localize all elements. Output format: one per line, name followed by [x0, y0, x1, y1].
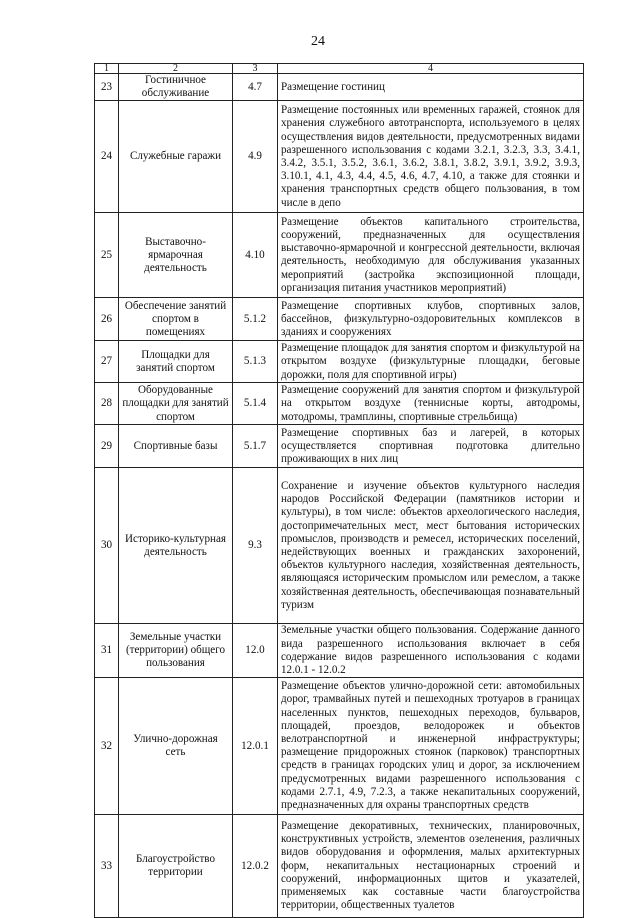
table-row: [95, 468, 584, 624]
use-description: Размещение спортивных баз и лагерей, в которых осуществляется спортивная подготовка длительно проживающих в них лиц: [278, 425, 584, 468]
use-description: Размещение объектов улично-дорожной сети: автомобильных дорог, трамвайных путей и пешеходных тротуаров в границах населенных пунктов, пешеходных переходов, бульваров, площадей, проездов, велодорожек и объектов велотранспортной и инженерной инфраструктуры; размещение придорожных стоянок (парковок) транспортных средств в границах городских улиц и дорог, за исключением предусмотренных видами разрешенного использования с кодами 2.7.1, 4.9, 7.2.3, а также некапитальных сооружений, предназначенных для охраны транспортных средств: [278, 678, 584, 815]
use-name: Оборудованные площадки для занятий спортом: [119, 383, 233, 425]
table-row: [95, 678, 584, 815]
table-row: [95, 213, 584, 298]
table-row: [95, 101, 584, 213]
land-use-table: [94, 63, 584, 918]
column-number: 4: [278, 64, 584, 74]
row-number: 32: [95, 678, 119, 815]
use-code: 4.9: [233, 101, 278, 213]
use-name: Благоустройство территории: [119, 815, 233, 918]
table-row: [95, 383, 584, 425]
use-code: 4.10: [233, 213, 278, 298]
row-number: 27: [95, 341, 119, 383]
row-number: 29: [95, 425, 119, 468]
use-description: Размещение сооружений для занятия спортом и физкультурой на открытом воздухе (теннисные корты, автодромы, мотодромы, трамплины, спортивные стрельбища): [278, 383, 584, 425]
use-description: Земельные участки общего пользования. Содержание данного вида разрешенного использования включает в себя содержание видов разрешенного использования с кодами 12.0.1 - 12.0.2: [278, 624, 584, 678]
table-row: [95, 624, 584, 678]
table-row: [95, 341, 584, 383]
use-name: Обеспечение занятий спортом в помещениях: [119, 298, 233, 341]
page-number: 24: [311, 34, 325, 49]
row-number: 30: [95, 468, 119, 624]
use-code: 5.1.7: [233, 425, 278, 468]
row-number: 23: [95, 74, 119, 101]
row-number: 26: [95, 298, 119, 341]
column-number: 3: [233, 64, 278, 74]
use-description: Размещение декоративных, технических, планировочных, конструктивных устройств, элементов озеленения, различных видов оборудования и оформления, малых архитектурных форм, некапитальных нестационарных строений и сооружений, информационных щитов и указателей, применяемых как составные части благоустройства территории, общественных туалетов: [278, 815, 584, 918]
use-code: 4.7: [233, 74, 278, 101]
row-number: 33: [95, 815, 119, 918]
use-description: Размещение объектов капитального строительства, сооружений, предназначенных для осуществления выставочно-ярмарочной и конгрессной деятельности, включая деятельность, необходимую для обслуживания указанных мероприятий (застройка экспозиционной площади, организация питания участников мероприятий): [278, 213, 584, 298]
column-number: 1: [95, 64, 119, 74]
use-name: Улично-дорожная сеть: [119, 678, 233, 815]
row-number: 25: [95, 213, 119, 298]
use-code: 5.1.3: [233, 341, 278, 383]
column-number-row: [95, 64, 584, 74]
use-description: Размещение постоянных или временных гаражей, стоянок для хранения служебного автотранспорта, используемого в целях осуществления видов деятельности, предусмотренных видами разрешенного использования с кодами 3.2.1, 3.2.3, 3.3, 3.4.1, 3.4.2, 3.5.1, 3.5.2, 3.6.1, 3.6.2, 3.8.1, 3.8.2, 3.9.1, 3.9.2, 3.9.3, 3.10.1, 4.1, 4.3, 4.4, 4.5, 4.6, 4.7, 4.10, а также для стоянки и хранения транспортных средств общего пользования, в том числе в депо: [278, 101, 584, 213]
use-name: Спортивные базы: [119, 425, 233, 468]
use-code: 9.3: [233, 468, 278, 624]
table-row: [95, 74, 584, 101]
table-row: [95, 815, 584, 918]
use-description: Размещение площадок для занятия спортом и физкультурой на открытом воздухе (физкультурные площадки, беговые дорожки, поля для спортивной игры): [278, 341, 584, 383]
use-code: 12.0: [233, 624, 278, 678]
use-name: Земельные участки (территории) общего пользования: [119, 624, 233, 678]
use-name: Площадки для занятий спортом: [119, 341, 233, 383]
use-name: Гостиничное обслуживание: [119, 74, 233, 101]
use-description: Размещение гостиниц: [278, 74, 584, 101]
row-number: 24: [95, 101, 119, 213]
use-name: Выставочно-ярмарочная деятельность: [119, 213, 233, 298]
use-code: 5.1.2: [233, 298, 278, 341]
use-description: Сохранение и изучение объектов культурного наследия народов Российской Федерации (памятников истории и культуры), в том числе: объектов археологического наследия, достопримечательных мест, мест бытования исторических промыслов, производств и ремесел, исторических поселений, недействующих военных и гражданских захоронений, объектов культурного наследия, хозяйственная деятельность, являющаяся историческим промыслом или ремеслом, а также хозяйственная деятельность, обеспечивающая познавательный туризм: [278, 468, 584, 624]
use-code: 12.0.2: [233, 815, 278, 918]
use-name: Служебные гаражи: [119, 101, 233, 213]
row-number: 31: [95, 624, 119, 678]
table-row: [95, 425, 584, 468]
column-number: 2: [119, 64, 233, 74]
table-row: [95, 298, 584, 341]
use-code: 5.1.4: [233, 383, 278, 425]
use-code: 12.0.1: [233, 678, 278, 815]
use-name: Историко-культурная деятельность: [119, 468, 233, 624]
use-description: Размещение спортивных клубов, спортивных залов, бассейнов, физкультурно-оздоровительных комплексов в зданиях и сооружениях: [278, 298, 584, 341]
row-number: 28: [95, 383, 119, 425]
